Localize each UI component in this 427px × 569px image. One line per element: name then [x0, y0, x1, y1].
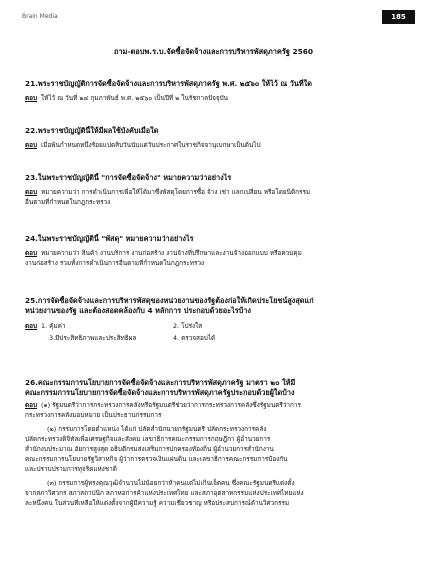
answer-options	[25, 320, 405, 344]
answer-paragraph-3-line: จากสภาวิศวกร สภาสถาปนิก สภาหอการค้าแห่งประเทศไทย และสภาอุตสาหกรรมแห่งประเทศไทยแห่ง	[25, 489, 304, 497]
option-1: 1. คุ้มค่า	[41, 322, 66, 330]
question-text: 25.การจัดซื้อจัดจ้างและการบริหารพัสดุของหน่วยงานของรัฐต้องก่อให้เกิดประโยชน์สูงสุดแก่	[25, 296, 314, 305]
qa-item-26	[25, 378, 405, 508]
answer-text: กระทรวงการคลังมอบหมาย เป็นประธานกรรมการ	[25, 411, 162, 419]
answer-text: ให้ไว้ ณ วันที่ ๒๔ กุมภาพันธ์ พ.ศ. ๒๕๖๐ เป็นปีที่ ๒ ในรัชกาลปัจจุบัน	[41, 94, 229, 102]
answer-block	[25, 140, 405, 150]
answer-text: (๑) รัฐมนตรีว่าการกระทรวงการคลังหรือรัฐมนตรีช่วยว่าการกระทรวงการคลังซึ่งรัฐมนตรีว่าการ	[41, 401, 301, 409]
question-text: 21.พระราชบัญญัติการจัดซื้อจัดจ้างและการบริหารพัสดุภาครัฐ พ.ศ. ๒๕๖๐ ให้ไว้ ณ วันที่ใด	[25, 79, 312, 88]
answer-text: งานก่อสร้าง รวมทั้งการดำเนินการอื่นตามที่กำหนดในกฎกระทรวง	[25, 259, 205, 267]
answer-text: อื่นตามที่กำหนดในกฎกระทรวง	[25, 198, 111, 206]
answer-text: หมายความว่า สินค้า งานบริการ งานก่อสร้าง งานจ้างที่ปรึกษาและงานจ้างออกแบบ หรือควบคุม	[41, 249, 302, 257]
qa-item-22	[25, 126, 405, 150]
answer-label: ตอบ	[25, 94, 38, 102]
answer-label: ตอบ	[25, 401, 38, 409]
answer-label: ตอบ	[25, 141, 38, 149]
question-text: 22.พระราชบัญญัตินี้ให้มีผลใช้บังคับเมื่อใด	[25, 126, 159, 135]
qa-item-21	[25, 79, 405, 103]
answer-block	[25, 400, 405, 508]
answer-paragraph-2-line: และปราบปรามการทุจริตแห่งชาติ	[25, 465, 117, 473]
answer-paragraph-2-line: สำนักงบประมาณ อัยการสูงสุด อธิบดีกรมส่งเสริมการปกครองท้องถิ่น ผู้อำนวยการสำนักงาน	[25, 445, 274, 453]
answer-paragraph-3: (๓) กรรมการผู้ทรงคุณวุฒิจำนวนไม่น้อยกว่าห้าคนแต่ไม่เกินเจ็ดคน ซึ่งคณะรัฐมนตรีแต่งตั้ง	[47, 479, 295, 487]
qa-item-23	[25, 173, 405, 207]
qa-item-24	[25, 234, 405, 268]
question-text: 26.คณะกรรมการนโยบายการจัดซื้อจัดจ้างและการบริหารพัสดุภาครัฐ มาตรา ๒๐ ให้มี	[25, 378, 296, 387]
answer-block	[25, 187, 405, 207]
answer-text: หมายความว่า การดำเนินการเพื่อให้ได้มาซึ่งพัสดุโดยการซื้อ จ้าง เช่า แลกเปลี่ยน หรือโดยนิติกรรม	[41, 188, 311, 196]
option-4: 4. ตรวจสอบได้	[173, 334, 216, 342]
answer-text: เมื่อพ้นกำหนดหนึ่งร้อยแปดสิบวันนับแต่วันประกาศในราชกิจจานุเบกษาเป็นต้นไป	[41, 141, 261, 149]
answer-block	[25, 248, 405, 268]
qa-item-25	[25, 296, 405, 344]
header-brand: Brain Media	[22, 13, 58, 20]
answer-block	[25, 93, 405, 103]
question-text: หน่วยงานของรัฐ และต้องสอดคล้องกับ 4 หลักการ ประกอบด้วยอะไรบ้าง	[25, 306, 251, 315]
question-text: 23.ในพระราชบัญญัตินี้ "การจัดซื้อจัดจ้าง" หมายความว่าอย่างไร	[25, 173, 232, 182]
answer-paragraph-2-line: ปลัดกระทรวงดิจิทัลเพื่อเศรษฐกิจและสังคม เลขาธิการคณะกรรมการกฤษฎีกา ผู้อำนวยการ	[25, 435, 271, 443]
page-number-badge: 185	[382, 10, 415, 24]
answer-paragraph-2-line: คณะกรรมการนโยบายรัฐวิสาหกิจ ผู้ว่าการตรวจเงินแผ่นดิน และเลขาธิการคณะกรรมการป้องกัน	[25, 455, 288, 463]
answer-label: ตอบ	[25, 322, 38, 330]
answer-paragraph-3-line: ละหนึ่งคน ในส่วนที่เหลือให้แต่งตั้งจากผู้มีความรู้ ความเชี่ยวชาญ หรือประสบการณ์ด้านวิศวกรรม	[25, 499, 290, 507]
answer-paragraph-2: (๒) กรรมการโดยตำแหน่ง ได้แก่ ปลัดสำนักนายกรัฐมนตรี ปลัดกระทรวงการคลัง	[47, 425, 267, 433]
question-text: คณะกรรมการนโยบายการจัดซื้อจัดจ้างและการบริหารพัสดุภาครัฐประกอบด้วยผู้ใดบ้าง	[25, 388, 295, 397]
option-2: 2. โปร่งใส	[173, 322, 203, 330]
option-3: 3.มีประสิทธิภาพและประสิทธิผล	[49, 334, 137, 342]
answer-label: ตอบ	[25, 188, 38, 196]
page-title: ถาม-ตอบพ.ร.บ.จัดซื้อจัดจ้างและการบริหารพัสดุภาครัฐ 2560	[113, 47, 314, 56]
question-text: 24.ในพระราชบัญญัตินี้ "พัสดุ" หมายความว่าอย่างไร	[25, 234, 194, 243]
answer-label: ตอบ	[25, 249, 38, 257]
